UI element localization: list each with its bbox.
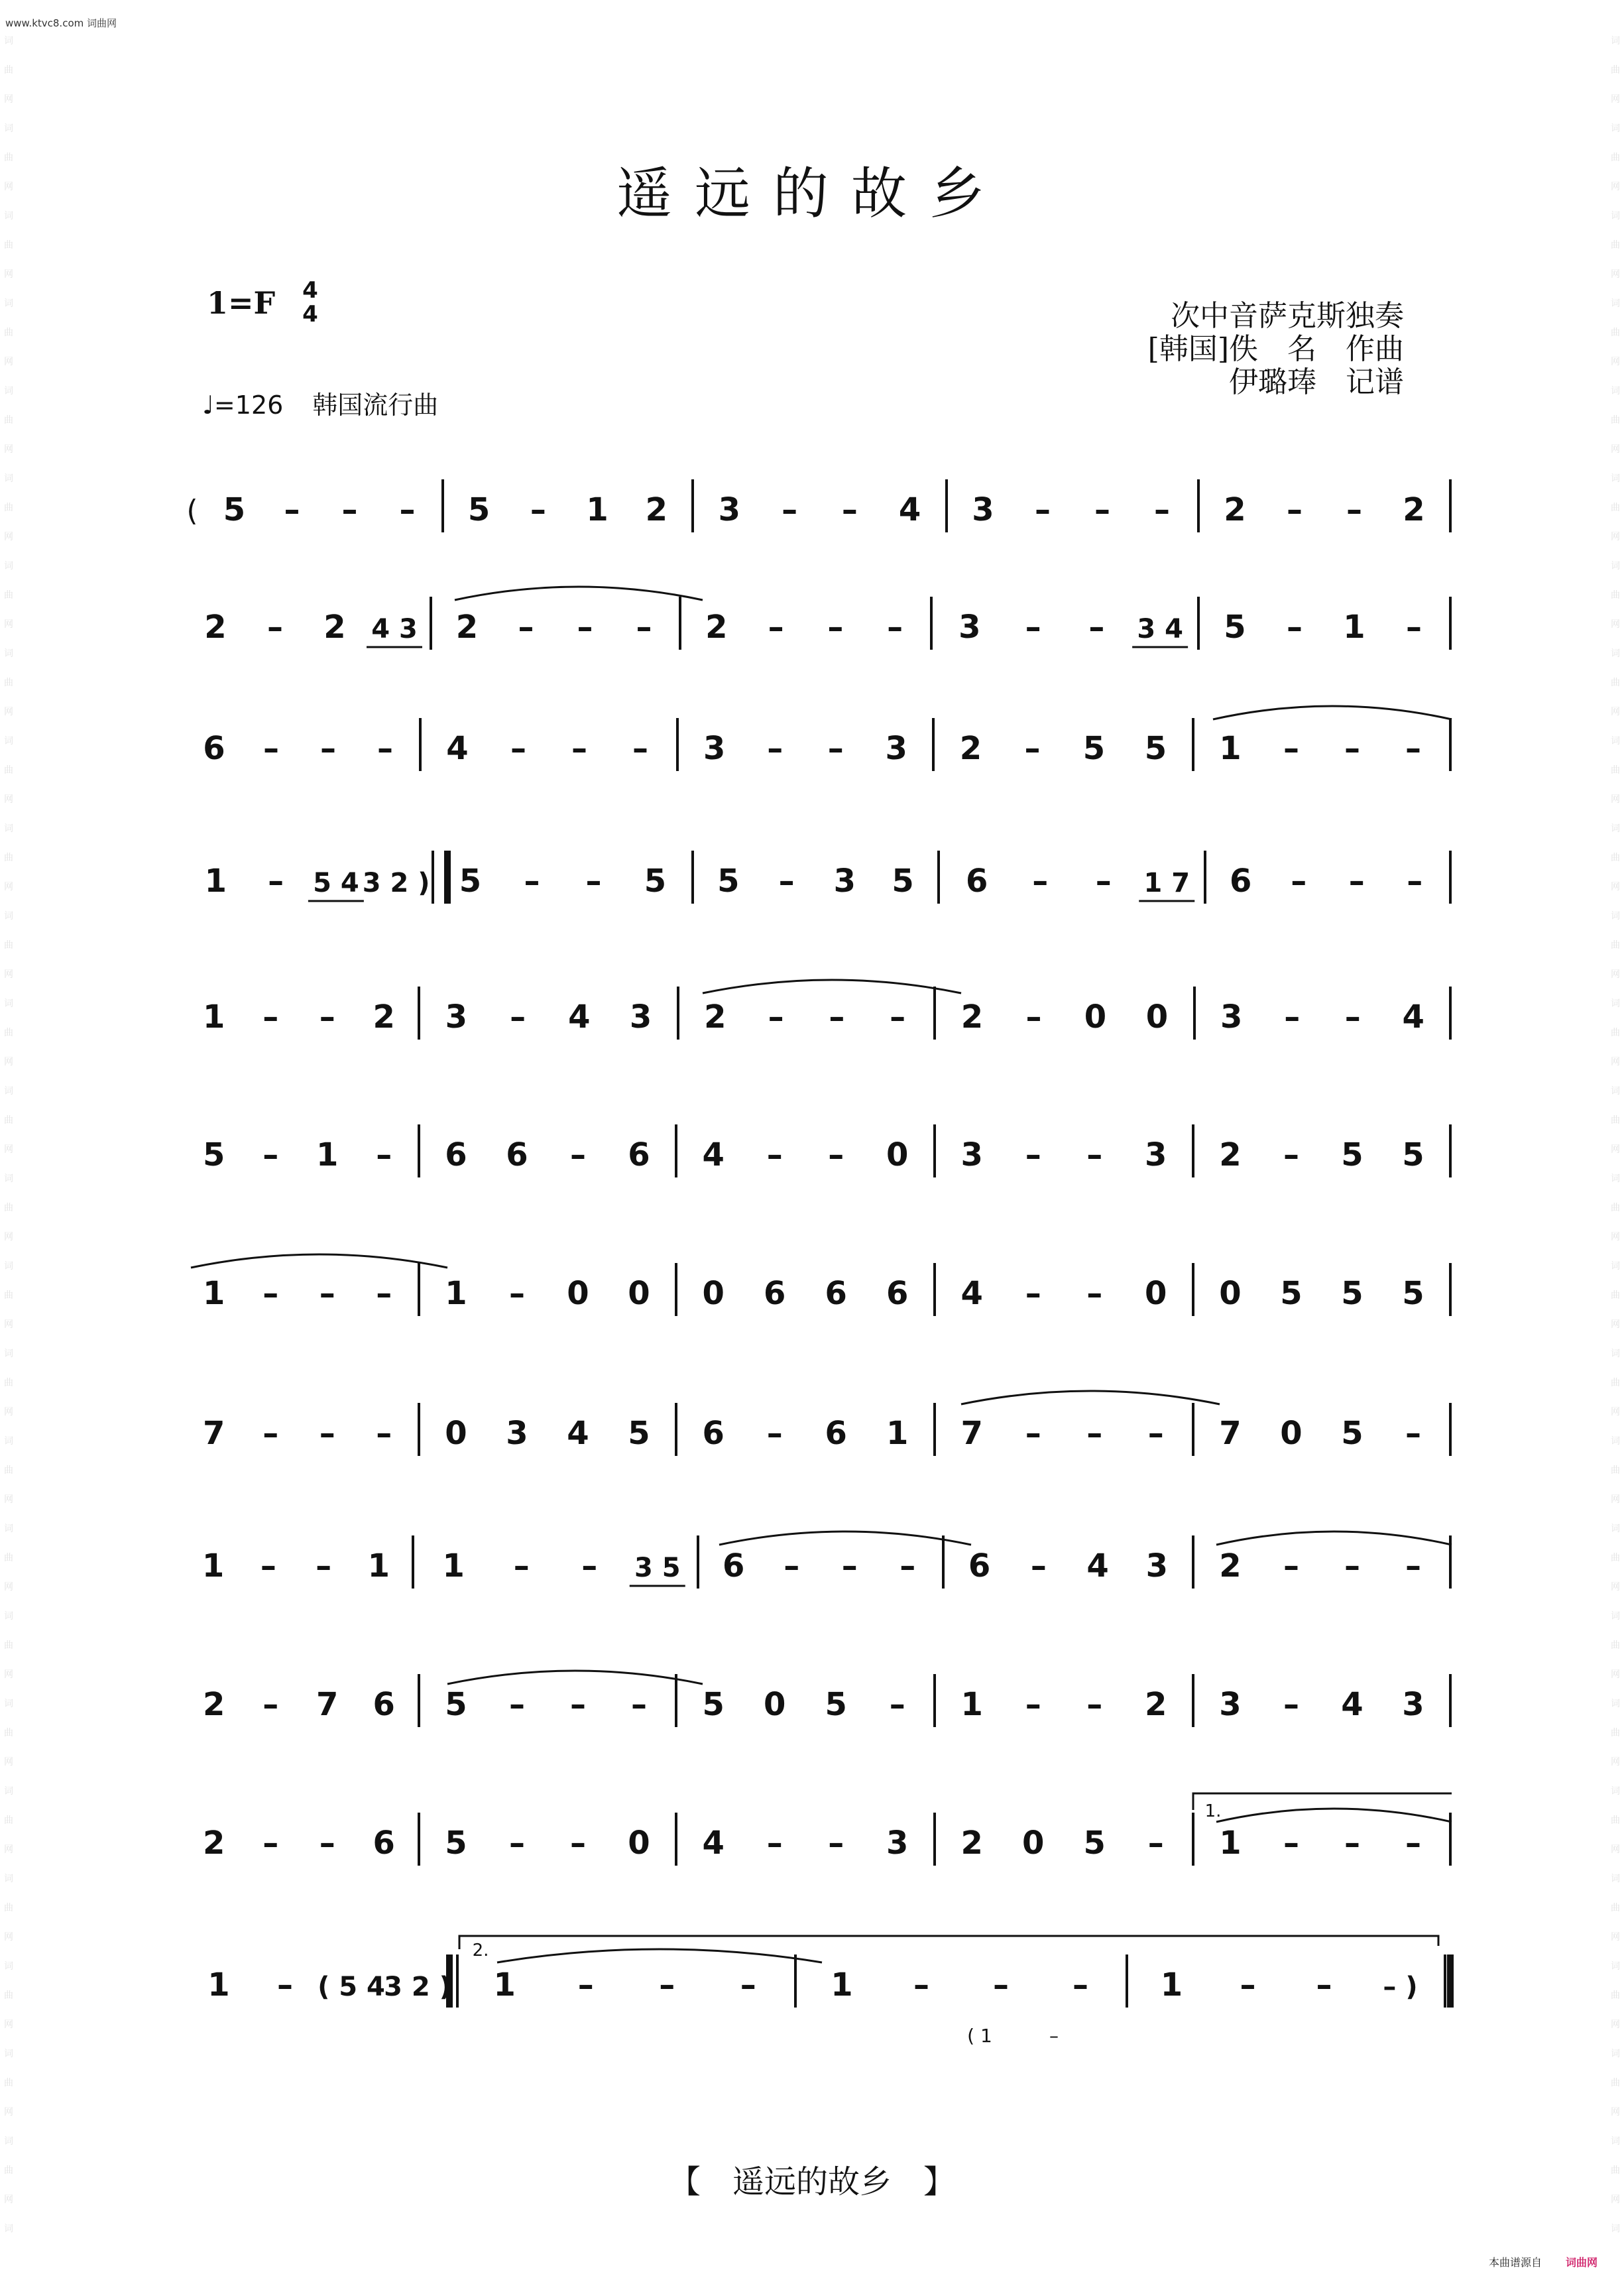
note: – [766, 1136, 783, 1173]
note: – [509, 1686, 525, 1723]
note: 1 [204, 863, 227, 900]
note: – [1240, 1966, 1256, 2004]
note: – [993, 1966, 1009, 2004]
note: 6 [373, 1686, 395, 1723]
note: – [889, 1686, 905, 1723]
note: 7 [960, 1415, 983, 1452]
note: 3 [886, 1825, 909, 1862]
note: 6 [886, 1275, 909, 1312]
note: – [1032, 863, 1049, 900]
note: – [530, 491, 546, 528]
note: 2 [323, 609, 346, 646]
note: – [1095, 863, 1112, 900]
note: – [319, 1275, 335, 1312]
note: 3 [703, 730, 726, 767]
note: 1 [1219, 730, 1242, 767]
note: – [1405, 1547, 1421, 1585]
note: 4 [446, 730, 469, 767]
note: 0 [1280, 1415, 1303, 1452]
note: 2 [1219, 1136, 1242, 1173]
note: – [890, 998, 906, 1036]
slur-arc [1216, 1532, 1452, 1545]
note: – [518, 609, 534, 646]
note: – [376, 1415, 392, 1452]
note: 5 [445, 1686, 467, 1723]
note: 7 [316, 1686, 339, 1723]
volta-bracket-1 [1193, 1793, 1452, 1810]
note: 0 [1022, 1825, 1045, 1862]
note: – [377, 730, 393, 767]
note: – [262, 1686, 279, 1723]
slur-arc [1213, 706, 1452, 719]
note: – [1025, 1415, 1041, 1452]
note: 1 [203, 998, 225, 1036]
note: 0 [1084, 998, 1107, 1036]
note: – [1025, 1275, 1041, 1312]
volta-bracket-2 [459, 1936, 1438, 1949]
note: 5 [1402, 1136, 1424, 1173]
note: 6 [825, 1415, 847, 1452]
note: – [1344, 998, 1361, 1036]
note: – [1025, 1136, 1041, 1173]
note: – [631, 1686, 647, 1723]
note: 4 [898, 491, 921, 528]
note: 2 [1219, 1547, 1242, 1585]
note: – [828, 1825, 844, 1862]
note: 6 [723, 1547, 745, 1585]
note: 7 [203, 1415, 225, 1452]
time-signature-top: 4 [302, 277, 318, 304]
note: 5 [825, 1686, 847, 1723]
note: – [1287, 491, 1303, 528]
note: 3 2 ) [384, 1972, 451, 2002]
note: 5 [1083, 1825, 1106, 1862]
note: 5 4 [313, 868, 359, 898]
slur-arc [447, 1671, 703, 1684]
note: – [262, 1136, 279, 1173]
note: 1 [1343, 609, 1365, 646]
note: 5 [892, 863, 914, 900]
note: – [1147, 1825, 1164, 1862]
page-title: 遥远的故乡 [616, 161, 1008, 226]
note: – [768, 998, 784, 1036]
note: – [509, 1825, 525, 1862]
note: 5 [1280, 1275, 1303, 1312]
note: 6 [968, 1547, 991, 1585]
note: – [636, 609, 652, 646]
note: 2 [960, 1825, 983, 1862]
note: – [913, 1966, 929, 2004]
note: – [783, 1547, 800, 1585]
note: 6 [445, 1136, 467, 1173]
note: 1 [586, 491, 609, 528]
note: – [1407, 863, 1423, 900]
note: – [513, 1547, 530, 1585]
note: – [1024, 730, 1041, 767]
note: – [577, 1966, 594, 2004]
footer-source-text: 本曲谱源自 [1488, 2256, 1542, 2269]
note: 1 [831, 1966, 853, 2004]
note: 5 [1082, 730, 1106, 767]
note: – [841, 491, 858, 528]
note: 1 [493, 1966, 516, 2004]
note: 2 [705, 609, 728, 646]
note: – [767, 730, 783, 767]
paren-open: ( [186, 494, 198, 528]
note: – [1035, 491, 1051, 528]
note: 0 [1219, 1275, 1242, 1312]
note: 6 [702, 1415, 725, 1452]
note: 5 [1341, 1275, 1363, 1312]
note: 1 [445, 1275, 467, 1312]
note: – [1344, 1825, 1360, 1862]
note: 6 [764, 1275, 786, 1312]
note: – [510, 998, 526, 1036]
note: 2 [1224, 491, 1246, 528]
note: 3 [885, 730, 907, 767]
note: – [1154, 491, 1170, 528]
note: 3 [506, 1415, 528, 1452]
note: 2 [704, 998, 726, 1036]
footer-site-name: 词曲网 [1565, 2256, 1597, 2269]
note: 6 [506, 1136, 528, 1173]
note: 2 [959, 730, 982, 767]
note: – [1346, 491, 1362, 528]
note: – [1025, 609, 1041, 646]
note: – [1283, 1136, 1299, 1173]
note: 5 [1402, 1275, 1424, 1312]
note: 6 [628, 1136, 650, 1173]
note: – [1086, 1686, 1103, 1723]
note: 4 [702, 1825, 725, 1862]
note: 3 [1145, 1136, 1167, 1173]
note: 4 [702, 1136, 725, 1173]
note: 2 [455, 609, 479, 646]
note: 5 [203, 1136, 225, 1173]
note: 3 [445, 998, 468, 1036]
note: 4 3 [371, 614, 418, 644]
cue-note: ( 1 [967, 2025, 992, 2047]
note: 0 [764, 1686, 786, 1723]
note: 3 [1220, 998, 1243, 1036]
key-signature: 1=F [207, 285, 276, 321]
note: 2 [373, 998, 395, 1036]
note: – [263, 730, 279, 767]
credit-transcriber: 伊璐琫 记谱 [1229, 365, 1404, 399]
note: – [1094, 491, 1110, 528]
slur-arc [191, 1254, 447, 1268]
note: – [1406, 609, 1422, 646]
note: 4 [960, 1275, 983, 1312]
note: – [510, 730, 526, 767]
note: – [319, 1825, 335, 1862]
note: – [782, 491, 798, 528]
note: – [766, 1415, 783, 1452]
note: – [1344, 730, 1360, 767]
note: 3 [833, 863, 856, 900]
note: – [1147, 1415, 1164, 1452]
cue-note: – [1049, 2025, 1059, 2047]
note: – [262, 1825, 279, 1862]
note: – [267, 609, 283, 646]
note: – [1344, 1547, 1360, 1585]
note: – [399, 491, 416, 528]
note: 1 [202, 1547, 225, 1585]
note: 1 [442, 1547, 465, 1585]
site-url: www.ktvc8.com 词曲网 [5, 17, 117, 29]
note: – [740, 1966, 756, 2004]
note: 4 [568, 998, 591, 1036]
note: 4 [1341, 1686, 1363, 1723]
note: 5 [1341, 1136, 1363, 1173]
note: – [570, 1686, 586, 1723]
note: 3 [960, 1136, 983, 1173]
note: 3 [629, 998, 652, 1036]
note: 3 [1402, 1686, 1424, 1723]
note: 6 [203, 730, 225, 767]
slur-arc [703, 980, 961, 993]
note: 1 [367, 1547, 390, 1585]
note: 5 [717, 863, 740, 900]
note: 0 [886, 1136, 909, 1173]
time-signature-bottom: 4 [302, 301, 318, 328]
note: 6 [825, 1275, 847, 1312]
note: – [570, 1825, 586, 1862]
note: – [262, 1415, 279, 1452]
note: – [284, 491, 300, 528]
note: – [1088, 609, 1105, 646]
slur-arc [719, 1532, 971, 1545]
note: 5 [628, 1415, 650, 1452]
note: – [766, 1825, 783, 1862]
note: 3 5 [634, 1553, 681, 1583]
note: – [319, 1415, 335, 1452]
note: – [1316, 1966, 1332, 2004]
note: – [262, 998, 279, 1036]
note: 2 [1403, 491, 1425, 528]
note: 3 [1219, 1686, 1242, 1723]
note: – [828, 1136, 844, 1173]
note: – [262, 1275, 279, 1312]
note: 2 [203, 1825, 225, 1862]
note: 5 [702, 1686, 725, 1723]
side-watermark-right: 词 曲 网 词 曲 网 词 曲 网 词 曲 网 词 曲 网 词 曲 网 词 曲 网 词 曲 网 词 曲 网 词 曲 网 词 曲 网 词 曲 网 词 曲 网 词 曲 网 词 曲 网 词 曲 网 词 曲 网 词 曲 网 词 曲 网 词 曲 网 词 曲 网 词 曲 网 词 曲 网 词 曲 网 词 曲 网 词 [1611, 36, 1620, 2234]
note: 0 [702, 1275, 725, 1312]
slur-arc [1216, 1809, 1452, 1822]
note: – [1086, 1415, 1103, 1452]
note: 1 [207, 1966, 230, 2004]
note: – [524, 863, 540, 900]
note: 3 4 [1137, 614, 1183, 644]
note: – [659, 1966, 675, 2004]
credit-composer: [韩国]佚 名 作曲 [1147, 332, 1404, 366]
note: 0 [1145, 1275, 1167, 1312]
slur-arc [455, 587, 703, 600]
note: 5 [1224, 609, 1246, 646]
note: 5 [223, 491, 246, 528]
note: 5 [644, 863, 667, 900]
note: – [277, 1966, 293, 2004]
note: 2 [203, 1686, 225, 1723]
note: 6 [966, 863, 988, 900]
note: 0 [567, 1275, 589, 1312]
note: – [1283, 1825, 1299, 1862]
note: – [841, 1547, 858, 1585]
note: – [827, 730, 844, 767]
note: 1 [886, 1415, 909, 1452]
note: 2 [645, 491, 668, 528]
credit-instrument: 次中音萨克斯独奏 [1171, 299, 1404, 333]
note: – [1283, 1686, 1299, 1723]
footer-source [1489, 2254, 1597, 2269]
note: ( 5 4 [318, 1972, 385, 2002]
note: – [571, 730, 587, 767]
tempo-mark: ♩=126 [202, 391, 284, 420]
note: – [268, 863, 284, 900]
note: – [829, 998, 845, 1036]
note: – [319, 998, 335, 1036]
note: 2 [204, 609, 227, 646]
side-watermark-left: 词 曲 网 词 曲 网 词 曲 网 词 曲 网 词 曲 网 词 曲 网 词 曲 网 词 曲 网 词 曲 网 词 曲 网 词 曲 网 词 曲 网 词 曲 网 词 曲 网 词 曲 网 词 曲 网 词 曲 网 词 曲 网 词 曲 网 词 曲 网 词 曲 网 词 曲 网 词 曲 网 词 曲 网 词 曲 网 词 [4, 36, 13, 2234]
note: – [1284, 998, 1301, 1036]
note: – [887, 609, 903, 646]
note: – [341, 491, 358, 528]
note: – [570, 1136, 586, 1173]
note: 3 [972, 491, 994, 528]
note: 6 [373, 1825, 395, 1862]
note: 1 [316, 1136, 339, 1173]
note: 5 [467, 491, 491, 528]
note: 0 [628, 1275, 650, 1312]
note: – [1405, 1415, 1421, 1452]
note: 3 [1145, 1547, 1169, 1585]
note: – [1405, 1825, 1421, 1862]
note: – [1348, 863, 1365, 900]
note: 6 [1230, 863, 1252, 900]
note: 1 [960, 1686, 983, 1723]
note: – [1287, 609, 1303, 646]
note: 4 [1402, 998, 1424, 1036]
note: 4 [1086, 1547, 1109, 1585]
note: – [1030, 1547, 1047, 1585]
note: 5 [445, 1825, 467, 1862]
note: 0 [1145, 998, 1169, 1036]
note: 4 [567, 1415, 589, 1452]
note: – [899, 1547, 916, 1585]
note: – [260, 1547, 276, 1585]
note: – [1291, 863, 1307, 900]
note: 1 [1160, 1966, 1183, 2004]
note: 1 7 [1143, 868, 1190, 898]
note: – [320, 730, 336, 767]
note: 5 [1341, 1415, 1363, 1452]
slur-arc [961, 1391, 1220, 1404]
note: – [585, 863, 602, 900]
note: 2 [1145, 1686, 1167, 1723]
note: 0 [628, 1825, 650, 1862]
note: – [1405, 730, 1421, 767]
note: – [1025, 998, 1042, 1036]
note: 3 2 ) [362, 868, 430, 898]
note: 7 [1219, 1415, 1242, 1452]
note: 3 [718, 491, 741, 528]
volta-label-1: 1. [1204, 1801, 1222, 1821]
note: – [1086, 1136, 1103, 1173]
note: 1 [203, 1275, 225, 1312]
note: 5 [459, 863, 482, 900]
note: 1 [1219, 1825, 1242, 1862]
note: – [376, 1136, 392, 1173]
note: – [768, 609, 784, 646]
note: – [827, 609, 844, 646]
note: – ) [1383, 1972, 1418, 2002]
note: 0 [445, 1415, 467, 1452]
slur-arc [497, 1949, 822, 1962]
note: – [577, 609, 593, 646]
note: – [316, 1547, 332, 1585]
note: – [376, 1275, 392, 1312]
note: – [1025, 1686, 1041, 1723]
note: – [581, 1547, 598, 1585]
note: 3 [958, 609, 981, 646]
note: – [632, 730, 648, 767]
footer-title: 【 遥远的故乡 】 [668, 2163, 955, 2200]
note: – [1283, 730, 1299, 767]
volta-label-2: 2. [472, 1941, 489, 1960]
note: – [1073, 1966, 1088, 2004]
genre-label: 韩国流行曲 [312, 391, 439, 420]
note: 5 [1144, 730, 1167, 767]
note: – [509, 1275, 525, 1312]
note: 2 [960, 998, 984, 1036]
note: – [778, 863, 795, 900]
note: – [1086, 1275, 1103, 1312]
note: – [1283, 1547, 1299, 1585]
